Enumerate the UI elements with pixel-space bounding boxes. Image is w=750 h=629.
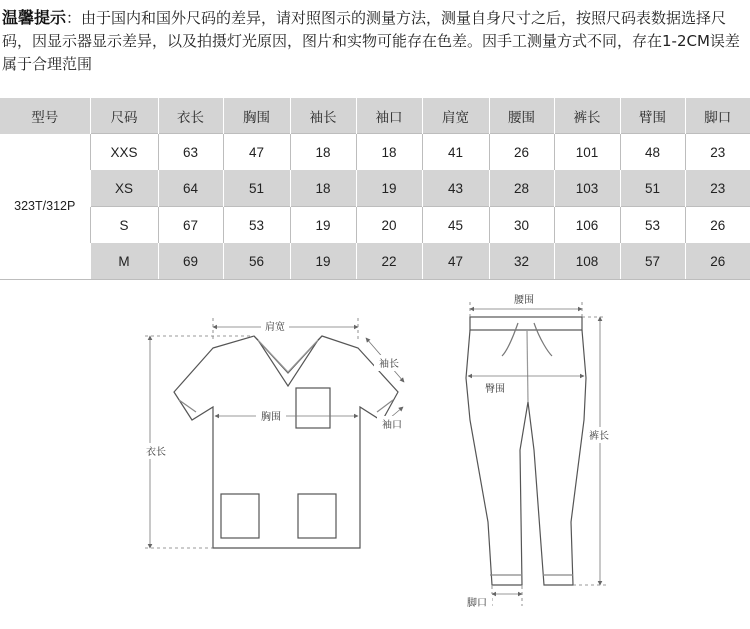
table-cell: 57 xyxy=(620,243,685,280)
label-sleeve-length: 袖长 xyxy=(379,359,399,370)
table-header-row xyxy=(0,98,750,134)
table-cell: 41 xyxy=(422,134,489,171)
pants-outline xyxy=(466,330,586,585)
model-cell: 323T/312P xyxy=(0,134,90,280)
pants-drawing xyxy=(466,317,586,585)
table-cell: 108 xyxy=(554,243,620,280)
table-cell: 56 xyxy=(223,243,290,280)
header-cell: 袖长 xyxy=(290,98,356,134)
notice xyxy=(2,6,748,76)
shirt-drawing xyxy=(174,336,398,548)
shirt-outline xyxy=(174,336,398,548)
header-cell: 尺码 xyxy=(90,98,158,134)
table-cell: 32 xyxy=(489,243,554,280)
table-row xyxy=(0,207,750,244)
table-cell: 18 xyxy=(290,170,356,207)
header-cell: 臂围 xyxy=(620,98,685,134)
label-length: 衣长 xyxy=(146,447,166,458)
header-cell: 衣长 xyxy=(158,98,223,134)
table-cell: 18 xyxy=(356,134,422,171)
label-hip: 臀围 xyxy=(485,384,505,395)
left-lower-pocket xyxy=(221,494,259,538)
table-cell: 48 xyxy=(620,134,685,171)
header-cell: 袖口 xyxy=(356,98,422,134)
label-pant-length: 裤长 xyxy=(589,431,609,442)
table-row xyxy=(0,170,750,207)
table-row xyxy=(0,134,750,171)
header-cell: 脚口 xyxy=(685,98,750,134)
table-cell: 43 xyxy=(422,170,489,207)
header-cell: 裤长 xyxy=(554,98,620,134)
size-table xyxy=(0,98,750,280)
header-cell: 肩宽 xyxy=(422,98,489,134)
table-cell: 28 xyxy=(489,170,554,207)
table-cell: 51 xyxy=(223,170,290,207)
table-cell: XXS xyxy=(90,134,158,171)
table-cell: S xyxy=(90,207,158,244)
table-cell: 47 xyxy=(223,134,290,171)
label-chest: 胸围 xyxy=(261,412,281,423)
table-cell: 19 xyxy=(356,170,422,207)
chest-pocket xyxy=(296,388,330,428)
table-cell: XS xyxy=(90,170,158,207)
shirt-neckband xyxy=(258,340,318,372)
table-cell: 69 xyxy=(158,243,223,280)
table-cell: 23 xyxy=(685,170,750,207)
table-cell: 67 xyxy=(158,207,223,244)
table-cell: M xyxy=(90,243,158,280)
table-cell: 51 xyxy=(620,170,685,207)
table-cell: 19 xyxy=(290,243,356,280)
front-seam xyxy=(527,330,528,402)
sleeve-hem-left xyxy=(179,400,196,412)
table-cell: 18 xyxy=(290,134,356,171)
table-cell: 20 xyxy=(356,207,422,244)
table-cell: 22 xyxy=(356,243,422,280)
table-cell: 103 xyxy=(554,170,620,207)
label-hem: 脚口 xyxy=(467,598,487,609)
table-cell: 30 xyxy=(489,207,554,244)
header-cell: 腰围 xyxy=(489,98,554,134)
table-cell: 23 xyxy=(685,134,750,171)
measurement-diagram xyxy=(0,275,750,629)
header-cell: 胸围 xyxy=(223,98,290,134)
table-cell: 45 xyxy=(422,207,489,244)
notice-title: 温馨提示 xyxy=(2,8,67,27)
label-waist: 腰围 xyxy=(514,295,534,306)
table-cell: 47 xyxy=(422,243,489,280)
label-cuff: 袖口 xyxy=(382,420,402,431)
table-cell: 26 xyxy=(489,134,554,171)
notice-body: ：由于国内和国外尺码的差异，请对照图示的测量方法，测量自身尺寸之后，按照尺码表数据选择尺码，因显示器显示差异，以及拍摄灯光原因，图片和实物可能存在色差。因手工测量方式不同，存在1-2CM误差属于合理范围 xyxy=(2,9,740,73)
table-cell: 53 xyxy=(223,207,290,244)
table-cell: 101 xyxy=(554,134,620,171)
pants-label-group xyxy=(462,291,614,610)
label-shoulder: 肩宽 xyxy=(265,322,285,333)
table-cell: 26 xyxy=(685,207,750,244)
right-lower-pocket xyxy=(298,494,336,538)
table-cell: 63 xyxy=(158,134,223,171)
table-cell: 64 xyxy=(158,170,223,207)
shirt-neckline xyxy=(254,336,322,386)
table-cell: 53 xyxy=(620,207,685,244)
table-cell: 19 xyxy=(290,207,356,244)
shirt-guides xyxy=(145,318,404,548)
waistband xyxy=(470,317,582,330)
pants-guides xyxy=(468,302,606,606)
table-cell: 106 xyxy=(554,207,620,244)
header-cell: 型号 xyxy=(0,98,90,134)
table-cell: 26 xyxy=(685,243,750,280)
